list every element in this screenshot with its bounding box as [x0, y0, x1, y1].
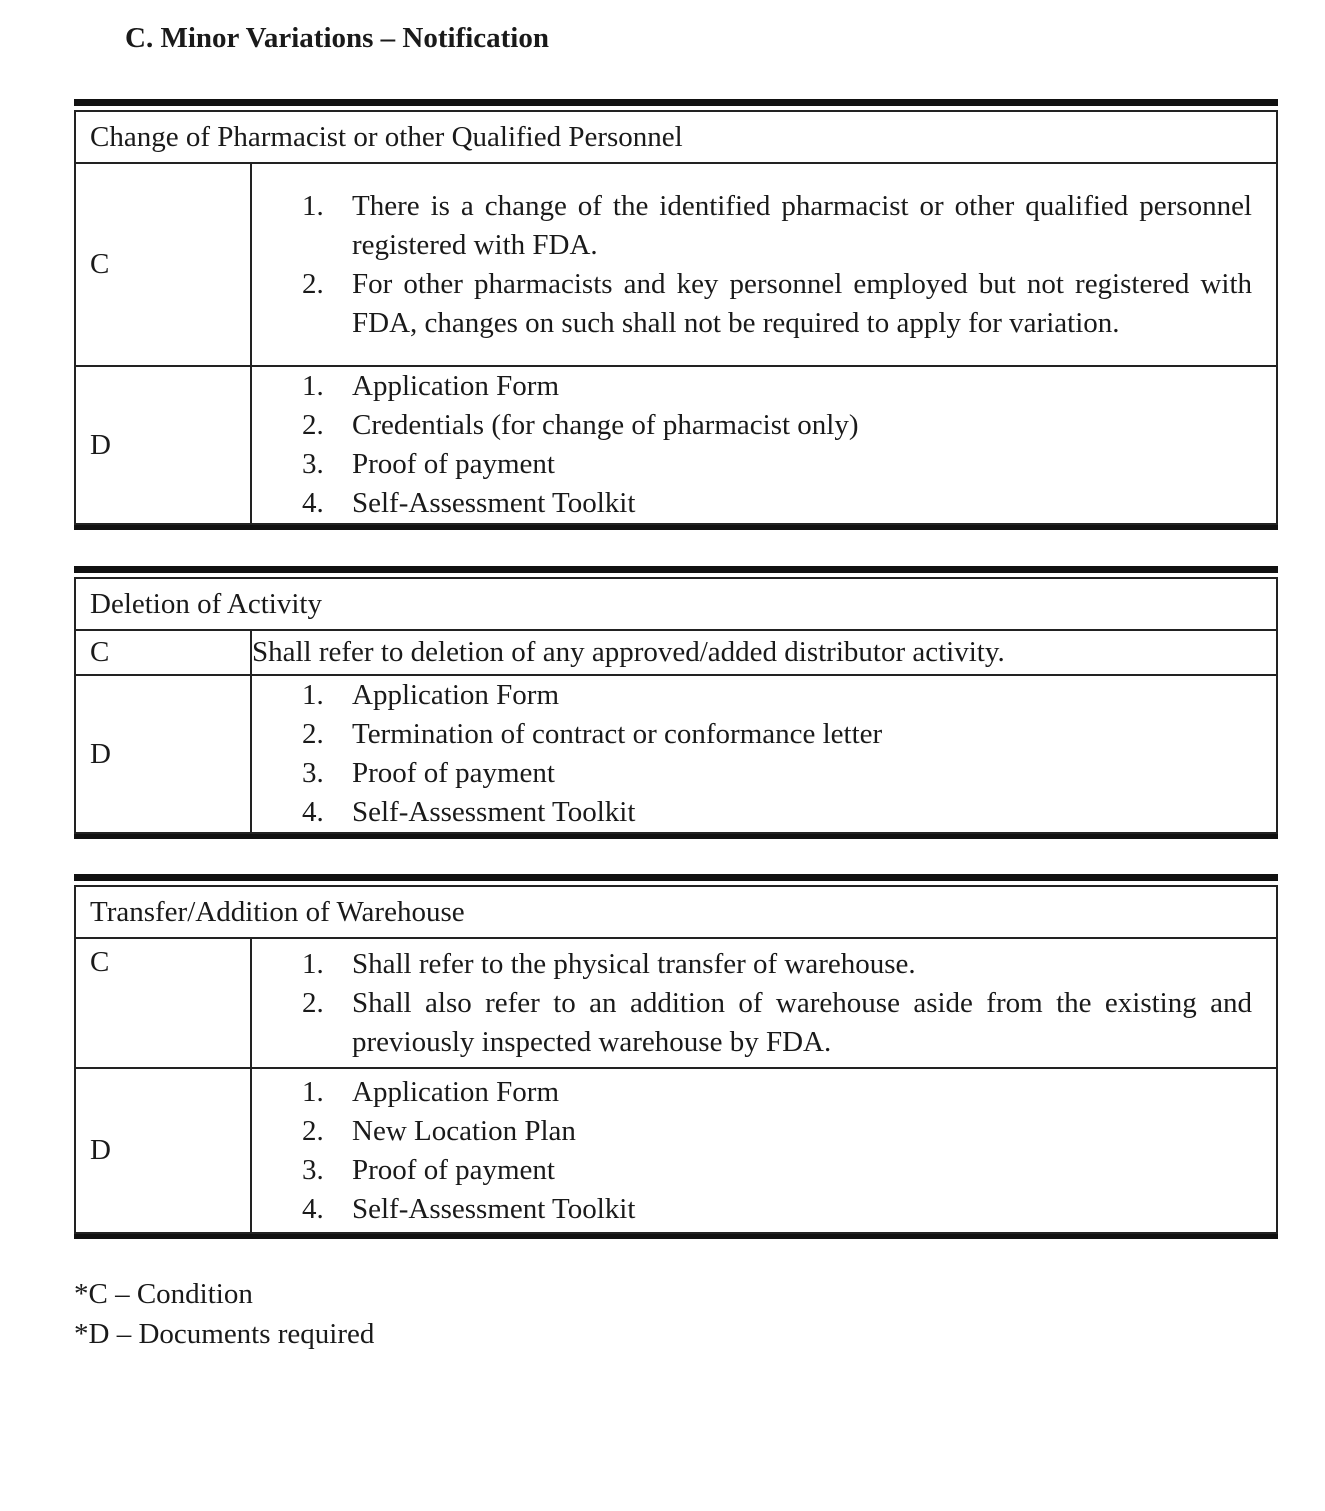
condition-label: C	[75, 938, 251, 1068]
documents-label: D	[75, 366, 251, 524]
list-item: Self-Assessment Toolkit	[352, 487, 636, 519]
condition-list: 1. There is a change of the identified pharmacist or other qualified personnel registered with FDA. 2. For other pharmacists and key personnel employed but not registered with FDA, changes on such shall not be required to apply for variation.	[302, 189, 1252, 339]
list-item: Shall also refer to an addition of warehouse aside from the existing and previously inspected warehouse by FDA.	[352, 986, 1252, 1058]
documents-list: 1. Application Form 2. Credentials (for change of pharmacist only) 3. Proof of payment 4. Self-Assessment Toolkit	[302, 370, 859, 519]
list-item: Credentials (for change of pharmacist only)	[352, 409, 859, 441]
list-item: Application Form	[352, 679, 560, 711]
table-pharmacist-change	[74, 99, 1278, 530]
condition-label: C	[75, 163, 251, 366]
list-item: New Location Plan	[352, 1114, 576, 1147]
list-item: Proof of payment	[352, 448, 555, 480]
list-item: Proof of payment	[352, 1153, 555, 1186]
footnote-condition: *C – Condition	[74, 1278, 253, 1310]
list-item: There is a change of the identified pharmacist or other qualified personnel registered with FDA.	[352, 189, 1252, 261]
table-warehouse-transfer	[74, 874, 1278, 1239]
section-title: C. Minor Variations – Notification	[125, 22, 549, 54]
documents-list: 1. Application Form 2. Termination of contract or conformance letter 3. Proof of payment 4. Self-Assessment Toolkit	[302, 679, 883, 828]
list-item: Self-Assessment Toolkit	[352, 796, 636, 828]
condition-text: Shall refer to deletion of any approved/added distributor activity.	[251, 630, 1277, 675]
documents-list: 1. Application Form 2. New Location Plan 3. Proof of payment 4. Self-Assessment Toolkit	[302, 1075, 636, 1225]
list-item: Application Form	[352, 1075, 560, 1108]
list-item: Proof of payment	[352, 757, 555, 789]
table-deletion-activity	[74, 566, 1278, 839]
list-item: Shall refer to the physical transfer of warehouse.	[352, 947, 916, 980]
condition-list: 1. Shall refer to the physical transfer of warehouse. 2. Shall also refer to an addition of warehouse aside from the existing and previously inspected warehouse by FDA.	[302, 947, 1252, 1058]
condition-label: C	[75, 630, 251, 675]
documents-label: D	[75, 675, 251, 833]
list-item: Termination of contract or conformance letter	[352, 718, 883, 750]
table-header: Deletion of Activity	[75, 578, 1277, 630]
list-item: Application Form	[352, 370, 560, 402]
table-header: Transfer/Addition of Warehouse	[75, 886, 1277, 938]
documents-label: D	[75, 1068, 251, 1233]
list-item: Self-Assessment Toolkit	[352, 1192, 636, 1225]
table-header: Change of Pharmacist or other Qualified Personnel	[75, 111, 1277, 163]
footnote-documents: *D – Documents required	[74, 1318, 375, 1350]
list-item: For other pharmacists and key personnel employed but not registered with FDA, changes on such shall not be required to apply for variation.	[352, 267, 1252, 339]
